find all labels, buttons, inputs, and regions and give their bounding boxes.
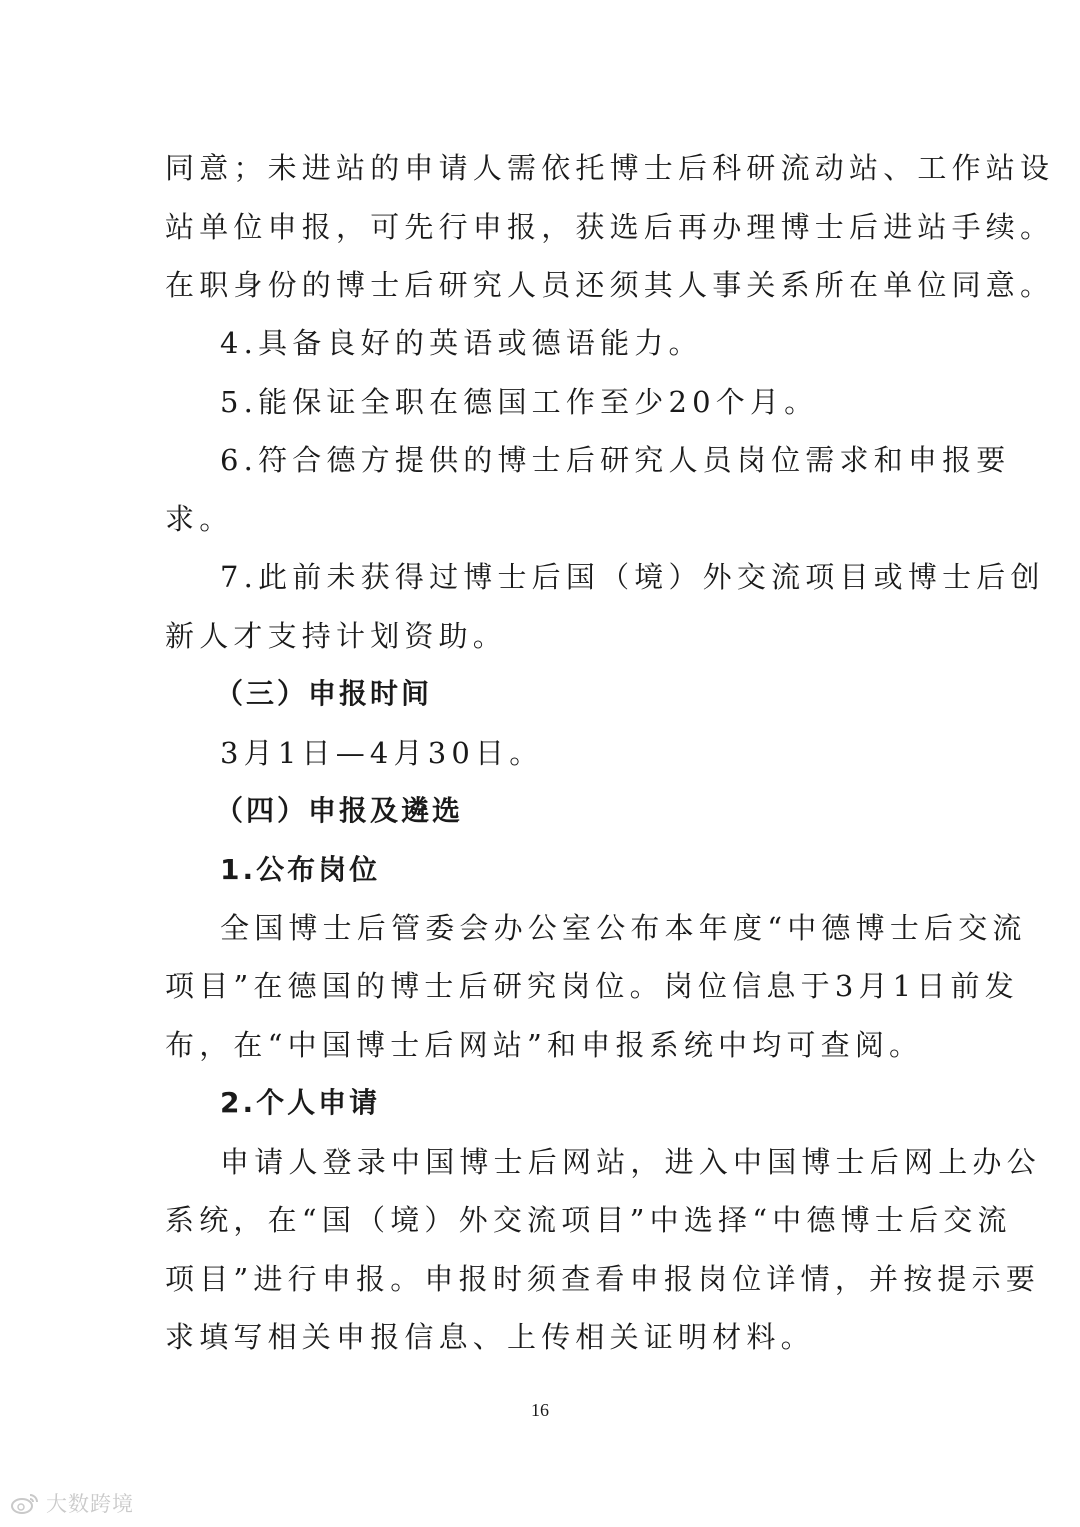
paragraph-line: 新人才支持计划资助。 — [165, 619, 508, 653]
watermark-text: 大数跨境 — [46, 1492, 134, 1516]
weibo-logo-icon — [10, 1491, 40, 1515]
list-item-7: 7.此前未获得过博士后国（境）外交流项目或博士后创 — [220, 560, 1045, 594]
paragraph-line: 申请人登录中国博士后网站，进入中国博士后网上办公 — [220, 1145, 1041, 1179]
section-heading-4: （四）申报及遴选 — [215, 794, 464, 827]
paragraph-line: 布，在“中国博士后网站”和申报系统中均可查阅。 — [165, 1028, 924, 1062]
paragraph-line: 求。 — [165, 502, 234, 536]
list-item-5: 5.能保证全职在德国工作至少20个月。 — [220, 385, 819, 419]
subheading-2: 2.个人申请 — [220, 1086, 381, 1119]
application-period: 3月1日—4月30日。 — [220, 736, 544, 770]
list-item-6: 6.符合德方提供的博士后研究人员岗位需求和申报要 — [220, 443, 1011, 477]
paragraph-line: 全国博士后管委会办公室公布本年度“中德博士后交流 — [220, 911, 1027, 945]
paragraph-line: 在职身份的博士后研究人员还须其人事关系所在单位同意。 — [165, 268, 1055, 302]
paragraph-line: 求填写相关申报信息、上传相关证明材料。 — [165, 1320, 815, 1354]
watermark — [10, 1488, 134, 1518]
paragraph-line: 系统，在“国（境）外交流项目”中选择“中德博士后交流 — [165, 1203, 1012, 1237]
paragraph-line: 项目”在德国的博士后研究岗位。岗位信息于3月1日前发 — [165, 969, 1019, 1003]
section-heading-3: （三）申报时间 — [215, 677, 433, 710]
paragraph-line: 站单位申报，可先行申报，获选后再办理博士后进站手续。 — [165, 210, 1055, 244]
paragraph-line: 项目”进行申报。申报时须查看申报岗位详情，并按提示要 — [165, 1262, 1041, 1296]
list-item-4: 4.具备良好的英语或德语能力。 — [220, 326, 703, 360]
subheading-1: 1.公布岗位 — [220, 853, 381, 886]
page-number: 16 — [531, 1400, 549, 1420]
paragraph-line: 同意；未进站的申请人需依托博士后科研流动站、工作站设 — [165, 151, 1055, 185]
